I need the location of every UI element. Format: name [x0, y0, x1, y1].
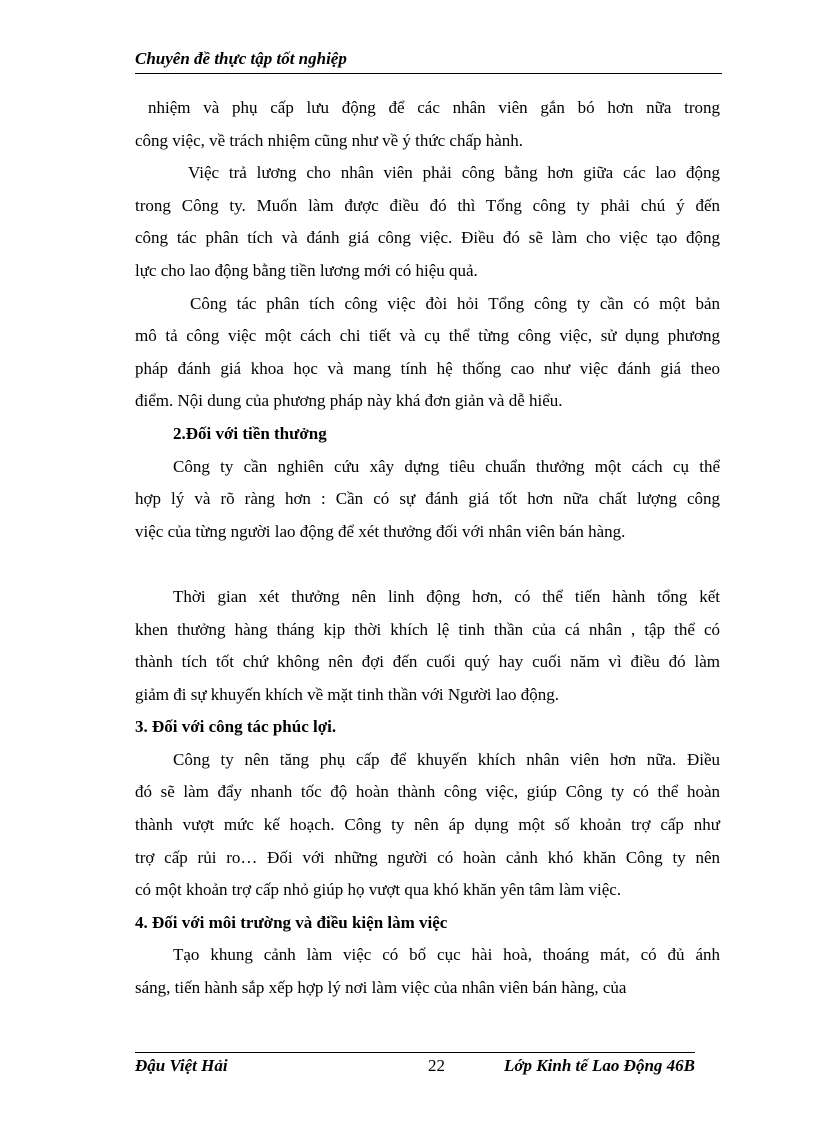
text-line: Tạo khung cảnh làm việc có bố cục hài hoà, thoáng mát, có đủ ánh — [173, 945, 720, 965]
page-body — [135, 92, 720, 1005]
paragraph-5 — [135, 581, 720, 711]
text-line: việc của từng người lao động để xét thưởng đối với nhân viên bán hàng. — [135, 521, 626, 541]
text-line: hợp lý và rõ ràng hơn : Cần có sự đánh giá tốt hơn nữa chất lượng công — [135, 489, 720, 509]
text-line: nhiệm và phụ cấp lưu động để các nhân viên gắn bó hơn nữa trong — [148, 98, 720, 117]
text-line: Công tác phân tích công việc đòi hỏi Tổng công ty cần có một bản — [190, 293, 720, 313]
text-line: điểm. Nội dung của phương pháp này khá đơn giản và dễ hiểu. — [135, 391, 563, 411]
text-line: Công ty nên tăng phụ cấp để khuyến khích nhân viên hơn nữa. Điều — [173, 749, 720, 769]
page-header — [135, 49, 722, 74]
text-line: công việc, về trách nhiệm cũng như về ý thức chấp hành. — [135, 130, 524, 150]
text-line: thành vượt mức kế hoạch. Công ty nên áp dụng một số khoản trợ cấp như — [135, 815, 720, 835]
footer-class-name: Lớp Kinh tế Lao Động 46B — [504, 1056, 695, 1075]
text-line: mô tả công việc một cách chi tiết và cụ thể từng công việc, sử dụng phương — [135, 326, 720, 346]
text-line: pháp đánh giá khoa học và mang tính hệ thống cao như việc đánh giá theo — [135, 358, 720, 378]
paragraph-4 — [135, 451, 720, 549]
paragraph-3 — [135, 288, 720, 418]
text-line: Việc trả lương cho nhân viên phải công bằng hơn giữa các lao động — [188, 163, 720, 183]
text-line: khen thưởng hàng tháng kịp thời khích lệ tinh thần của cá nhân , tập thể có — [135, 619, 720, 639]
text-line: công tác phân tích và đánh giá công việc. Điều đó sẽ làm cho việc tạo động — [135, 228, 720, 248]
text-line: có một khoản trợ cấp nhỏ giúp họ vượt qua khó khăn yên tâm làm việc. — [135, 880, 622, 900]
page-number: 22 — [428, 1056, 445, 1075]
text-line: giảm đi sự khuyến khích về mặt tinh thần với Người lao động. — [135, 684, 560, 704]
text-line: sáng, tiến hành sắp xếp hợp lý nơi làm việc của nhân viên bán hàng, của — [135, 978, 627, 998]
text-line: Công ty cần nghiên cứu xây dựng tiêu chuẩn thưởng một cách cụ thể — [173, 456, 720, 476]
text-line: trợ cấp rủi ro… Đối với những người có hoàn cảnh khó khăn Công ty nên — [135, 847, 720, 867]
footer-author: Đậu Việt Hải — [135, 1056, 228, 1075]
header-title: Chuyên đề thực tập tốt nghiệp — [135, 49, 347, 68]
page-footer — [135, 1052, 695, 1077]
text-line: Thời gian xét thưởng nên linh động hơn, có thể tiến hành tổng kết — [173, 586, 720, 606]
paragraph-6 — [135, 744, 720, 907]
section-heading-2: 2.Đối với tiền thưởng — [173, 423, 327, 443]
paragraph-1 — [135, 92, 720, 157]
blank-line — [135, 548, 720, 581]
section-heading-3: 3. Đối với công tác phúc lợi. — [135, 717, 337, 737]
text-line: đó sẽ làm đẩy nhanh tốc độ hoàn thành công việc, giúp Công ty có thể hoàn — [135, 782, 720, 802]
text-line: trong Công ty. Muốn làm được điều đó thì Tổng công ty phải chú ý đến — [135, 195, 720, 215]
paragraph-2 — [135, 157, 720, 287]
paragraph-7 — [135, 939, 720, 1004]
text-line: thành tích tốt chứ không nên đợi đến cuối quý hay cuối năm vì điều đó làm — [135, 652, 720, 672]
text-line: lực cho lao động bằng tiền lương mới có hiệu quả. — [135, 260, 478, 280]
section-heading-4: 4. Đối với môi trường và điều kiện làm việc — [135, 912, 448, 932]
